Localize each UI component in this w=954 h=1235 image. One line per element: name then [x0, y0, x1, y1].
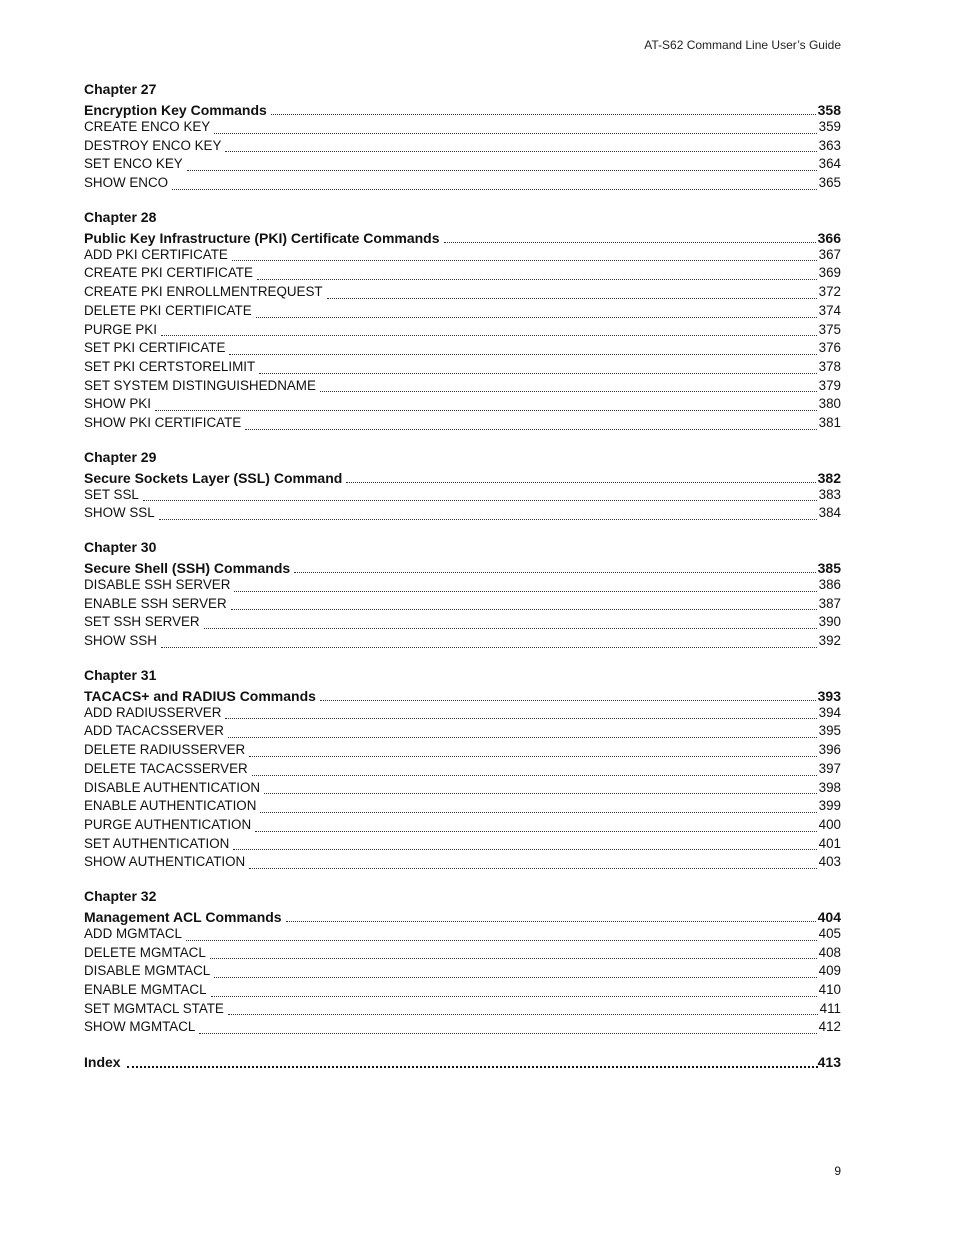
chapter-block — [84, 448, 841, 523]
toc-entry-label: Public Key Infrastructure (PKI) Certificate Commands — [84, 229, 440, 246]
toc-entry-page: 366 — [817, 229, 841, 246]
toc-entry-label: CREATE ENCO KEY — [84, 119, 211, 134]
toc-entry[interactable] — [84, 835, 841, 854]
toc-entry-label: SET SYSTEM DISTINGUISHEDNAME — [84, 377, 316, 393]
toc-entry[interactable] — [84, 816, 841, 835]
toc-entry-page: 403 — [818, 854, 841, 870]
toc-entry[interactable] — [84, 1018, 841, 1037]
toc-entry-label: SET SSH SERVER — [84, 614, 200, 630]
toc-entry-label: Secure Sockets Layer (SSL) Command — [84, 469, 343, 486]
chapter-label: Chapter 28 — [84, 208, 157, 225]
dot-leader — [257, 278, 817, 280]
dot-leader — [155, 409, 817, 411]
toc-entry-page: 376 — [818, 340, 841, 356]
chapter-block — [84, 666, 841, 872]
toc-entry-label: ENABLE AUTHENTICATION — [84, 798, 257, 814]
toc-entry[interactable] — [84, 504, 841, 523]
toc-entry[interactable] — [84, 779, 841, 798]
dot-leader — [259, 372, 817, 374]
chapter-title-entry[interactable] — [84, 230, 841, 246]
dot-leader — [444, 241, 816, 243]
dot-leader — [228, 1013, 818, 1015]
toc-entry[interactable] — [84, 283, 841, 302]
toc-entry-page: 396 — [818, 742, 841, 758]
toc-entry-index[interactable] — [84, 1052, 841, 1072]
toc-entry[interactable] — [84, 632, 841, 651]
toc-entry[interactable] — [84, 595, 841, 614]
table-of-contents — [84, 80, 841, 1072]
toc-entry[interactable] — [84, 137, 841, 156]
toc-entry-label: Index — [84, 1054, 121, 1071]
dot-leader — [229, 353, 816, 355]
toc-entry-label: ENABLE SSH SERVER — [84, 595, 227, 611]
toc-entry-label: SET PKI CERTIFICATE — [84, 340, 226, 356]
chapter-title-entry[interactable] — [84, 470, 841, 486]
toc-entry[interactable] — [84, 925, 841, 944]
toc-entry[interactable] — [84, 944, 841, 963]
toc-entry-label: CREATE PKI CERTIFICATE — [84, 265, 253, 281]
dot-leader — [231, 608, 817, 610]
toc-entry-label: Encryption Key Commands — [84, 102, 267, 118]
toc-entry-page: 385 — [817, 560, 841, 576]
running-header: AT-S62 Command Line User’s Guide — [644, 38, 841, 52]
dot-leader — [172, 188, 817, 190]
dot-leader — [211, 995, 817, 997]
toc-entry-label: ADD MGMTACL — [84, 925, 182, 941]
dot-leader — [161, 646, 817, 648]
chapter-label: Chapter 30 — [84, 539, 157, 555]
toc-entry-label: DELETE TACACSSERVER — [84, 760, 248, 776]
toc-entry-label: SHOW PKI CERTIFICATE — [84, 414, 242, 430]
toc-entry-page: 369 — [818, 265, 841, 281]
dot-leader — [264, 792, 817, 794]
toc-entry-label: DELETE RADIUSSERVER — [84, 742, 246, 758]
dot-leader — [346, 481, 815, 483]
toc-entry-label: SHOW ENCO — [84, 175, 169, 191]
dot-leader — [327, 297, 817, 299]
dot-leader — [320, 699, 816, 701]
toc-entry-label: SHOW MGMTACL — [84, 1019, 196, 1035]
toc-entry-page: 405 — [818, 925, 841, 941]
toc-entry-page: 365 — [818, 175, 841, 191]
toc-entry-page: 372 — [818, 284, 841, 300]
toc-entry[interactable] — [84, 613, 841, 632]
toc-entry-page: 375 — [818, 321, 841, 337]
toc-entry-page: 413 — [817, 1054, 841, 1071]
dot-leader — [225, 717, 816, 719]
toc-entry-page: 401 — [818, 835, 841, 851]
dot-leader — [127, 1066, 818, 1068]
chapter-label: Chapter 32 — [84, 887, 157, 904]
toc-entry-label: DELETE MGMTACL — [84, 944, 206, 960]
dot-leader — [271, 113, 816, 115]
toc-entry[interactable] — [84, 302, 841, 321]
dot-leader — [228, 736, 817, 738]
chapter-label: Chapter 29 — [84, 448, 157, 465]
chapter-list — [84, 80, 841, 1037]
dot-leader — [320, 390, 817, 392]
toc-entry-label: ENABLE MGMTACL — [84, 982, 207, 997]
dot-leader — [210, 957, 817, 959]
toc-entry-page: 399 — [818, 798, 841, 814]
toc-entry-label: DISABLE AUTHENTICATION — [84, 779, 261, 795]
toc-entry[interactable] — [84, 358, 841, 377]
toc-entry-label: TACACS+ and RADIUS Commands — [84, 687, 316, 704]
toc-entry-label: ADD PKI CERTIFICATE — [84, 246, 228, 262]
toc-entry-page: 384 — [818, 505, 841, 521]
toc-entry[interactable] — [84, 395, 841, 414]
toc-entry[interactable] — [84, 853, 841, 872]
toc-entry-page: 380 — [818, 396, 841, 412]
chapter-title-entry[interactable] — [84, 560, 841, 576]
chapter-block — [84, 538, 841, 651]
toc-entry[interactable] — [84, 377, 841, 396]
toc-entry[interactable] — [84, 264, 841, 283]
dot-leader — [159, 518, 817, 520]
dot-leader — [204, 627, 817, 629]
toc-entry-page: 411 — [819, 1000, 841, 1016]
toc-entry-page: 398 — [818, 779, 841, 795]
toc-entry-page: 386 — [818, 577, 841, 592]
dot-leader — [294, 571, 815, 573]
dot-leader — [233, 848, 816, 850]
toc-entry-page: 390 — [818, 614, 841, 630]
toc-entry-page: 392 — [818, 633, 841, 649]
toc-entry-page: 395 — [818, 723, 841, 739]
toc-entry-page: 381 — [818, 414, 841, 430]
toc-entry-page: 400 — [818, 816, 841, 832]
toc-entry-page: 387 — [818, 595, 841, 611]
toc-entry-label: SET SSL — [84, 486, 139, 502]
toc-entry[interactable] — [84, 174, 841, 193]
toc-entry-label: SET PKI CERTSTORELIMIT — [84, 358, 256, 374]
chapter-title-entry[interactable] — [84, 909, 841, 925]
toc-entry-label: CREATE PKI ENROLLMENTREQUEST — [84, 284, 323, 300]
toc-entry-page: 410 — [818, 982, 841, 997]
toc-entry-page: 397 — [818, 760, 841, 776]
toc-entry[interactable] — [84, 704, 841, 723]
toc-entry[interactable] — [84, 576, 841, 595]
toc-entry-label: DESTROY ENCO KEY — [84, 137, 222, 153]
chapter-block — [84, 80, 841, 193]
chapter-block — [84, 887, 841, 1037]
dot-leader — [234, 590, 816, 592]
toc-entry[interactable] — [84, 486, 841, 505]
toc-entry-page: 393 — [817, 687, 841, 704]
toc-entry-page: 382 — [817, 469, 841, 486]
toc-entry-label: SHOW SSL — [84, 505, 155, 521]
toc-entry[interactable] — [84, 1000, 841, 1019]
dot-leader — [255, 830, 817, 832]
toc-entry[interactable] — [84, 741, 841, 760]
toc-entry[interactable] — [84, 339, 841, 358]
dot-leader — [286, 920, 816, 922]
toc-entry-page: 379 — [818, 377, 841, 393]
toc-entry-page: 364 — [818, 156, 841, 172]
toc-entry-page: 358 — [817, 102, 841, 118]
toc-entry[interactable] — [84, 414, 841, 433]
toc-entry[interactable] — [84, 321, 841, 340]
dot-leader — [260, 811, 816, 813]
toc-entry[interactable] — [84, 797, 841, 816]
toc-entry-label: Secure Shell (SSH) Commands — [84, 560, 291, 576]
toc-entry-label: SHOW AUTHENTICATION — [84, 854, 246, 870]
dot-leader — [214, 976, 816, 978]
toc-entry-label: SHOW PKI — [84, 396, 151, 412]
toc-entry-label: DISABLE SSH SERVER — [84, 577, 231, 592]
toc-entry-label: SHOW SSH — [84, 633, 157, 649]
toc-entry[interactable] — [84, 962, 841, 981]
toc-entry-label: ADD TACACSSERVER — [84, 723, 224, 739]
toc-entry-page: 412 — [818, 1019, 841, 1035]
toc-entry[interactable] — [84, 760, 841, 779]
toc-entry-page: 408 — [818, 944, 841, 960]
toc-entry-page: 359 — [818, 119, 841, 134]
toc-entry[interactable] — [84, 118, 841, 137]
dot-leader — [252, 774, 817, 776]
dot-leader — [225, 150, 816, 152]
toc-entry-page: 363 — [818, 137, 841, 153]
toc-entry[interactable] — [84, 155, 841, 174]
dot-leader — [161, 334, 817, 336]
toc-entry-label: DISABLE MGMTACL — [84, 963, 211, 979]
dot-leader — [187, 169, 817, 171]
toc-entry-label: ADD RADIUSSERVER — [84, 704, 222, 720]
toc-entry-label: PURGE PKI — [84, 321, 157, 337]
chapter-title-entry[interactable] — [84, 688, 841, 704]
toc-entry-page: 367 — [818, 246, 841, 262]
toc-entry-label: SET ENCO KEY — [84, 156, 183, 172]
dot-leader — [256, 316, 817, 318]
toc-entry-page: 409 — [818, 963, 841, 979]
page-number: 9 — [834, 1164, 841, 1178]
chapter-label: Chapter 27 — [84, 81, 157, 97]
toc-entry[interactable] — [84, 722, 841, 741]
dot-leader — [232, 259, 817, 261]
toc-entry-label: SET MGMTACL STATE — [84, 1000, 224, 1016]
toc-entry-page: 378 — [818, 358, 841, 374]
dot-leader — [199, 1032, 816, 1034]
toc-entry-page: 374 — [818, 302, 841, 318]
dot-leader — [245, 428, 816, 430]
dot-leader — [143, 499, 817, 501]
dot-leader — [214, 132, 816, 134]
chapter-title-entry[interactable] — [84, 102, 841, 118]
toc-entry[interactable] — [84, 981, 841, 1000]
dot-leader — [249, 755, 816, 757]
chapter-label: Chapter 31 — [84, 666, 157, 683]
dot-leader — [249, 867, 816, 869]
toc-entry[interactable] — [84, 246, 841, 265]
dot-leader — [186, 939, 817, 941]
toc-entry-page: 383 — [818, 486, 841, 502]
toc-entry-label: Management ACL Commands — [84, 908, 282, 925]
toc-entry-page: 394 — [818, 704, 841, 720]
toc-entry-label: DELETE PKI CERTIFICATE — [84, 302, 252, 318]
toc-entry-page: 404 — [817, 908, 841, 925]
toc-entry-label: SET AUTHENTICATION — [84, 835, 230, 851]
toc-entry-label: PURGE AUTHENTICATION — [84, 816, 252, 832]
chapter-block — [84, 208, 841, 433]
